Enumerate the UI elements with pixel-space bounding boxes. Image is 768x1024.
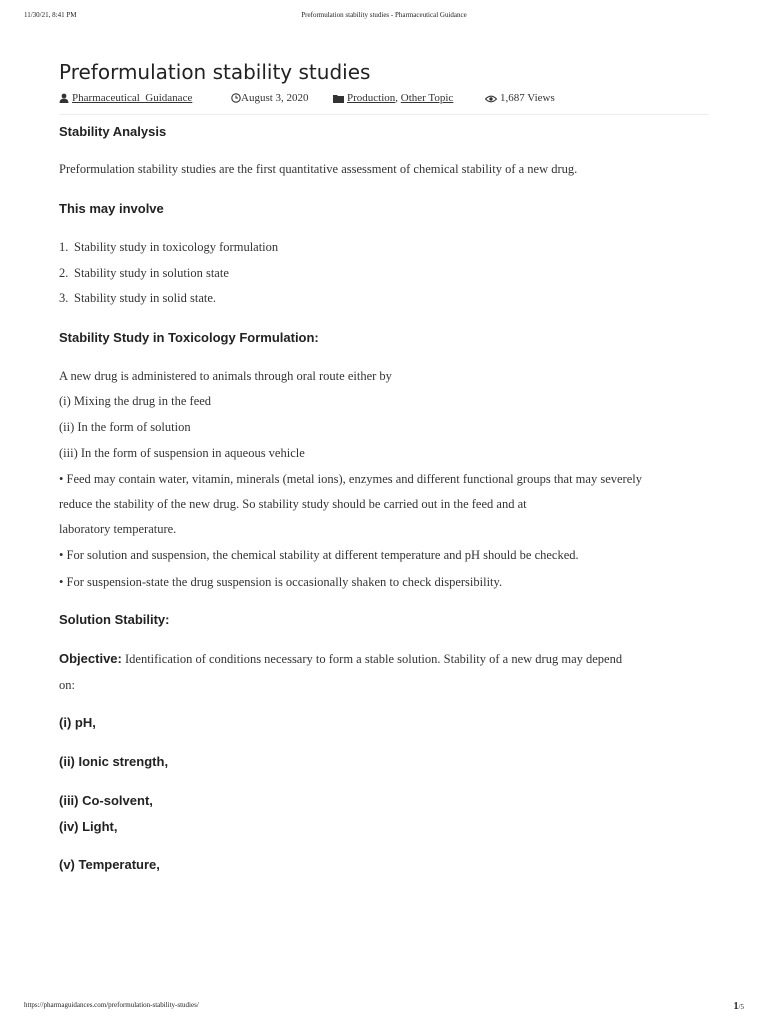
objective-text: Identification of conditions necessary to form a stable solution. Stability of a new drug may depend (124, 652, 623, 666)
meta-views (485, 92, 555, 104)
print-url: https://pharmaguidances.com/preformulation-stability-studies/ (24, 1001, 199, 1009)
heading-stability-analysis: Stability Analysis (59, 124, 167, 139)
meta-date (231, 92, 309, 104)
meta-author (59, 92, 192, 104)
paragraph-line: laboratory temperature. (59, 522, 177, 536)
heading-toxicology-formulation: Stability Study in Toxicology Formulation: (59, 330, 319, 345)
category-link-other-topic[interactable]: Other Topic (400, 92, 454, 104)
category-separator: , (395, 92, 399, 104)
paragraph-line: • For solution and suspension, the chemical stability at different temperature and pH should be checked. (59, 548, 579, 562)
factor-item: (iv) Light, (59, 819, 118, 834)
category-link-production[interactable]: Production (347, 92, 396, 104)
print-timestamp: 11/30/21, 8:41 PM (24, 11, 77, 19)
list-item: 2. Stability study in solution state (59, 266, 229, 280)
eye-icon (485, 95, 497, 103)
objective-continuation: on: (59, 678, 75, 692)
post-meta (59, 92, 709, 115)
intro-paragraph: Preformulation stability studies are the first quantitative assessment of chemical stability of a new drug. (59, 162, 578, 176)
list-item: 3. Stability study in solid state. (59, 291, 217, 305)
paragraph-line: (iii) In the form of suspension in aqueous vehicle (59, 446, 305, 460)
factor-item: (ii) Ionic strength, (59, 754, 169, 769)
paragraph-line: (ii) In the form of solution (59, 420, 191, 434)
factor-item: (i) pH, (59, 715, 96, 730)
view-count: 1,687 Views (500, 92, 555, 104)
objective-label: Objective: (59, 651, 122, 666)
paragraph-line: A new drug is administered to animals through oral route either by (59, 369, 392, 383)
factor-item: (iii) Co-solvent, (59, 793, 153, 808)
list-item: 1. Stability study in toxicology formulation (59, 240, 279, 254)
print-doc-title: Preformulation stability studies - Pharmaceutical Guidance (301, 11, 467, 19)
author-link[interactable]: Pharmaceutical_Guidanace (72, 92, 193, 104)
paragraph-line: (i) Mixing the drug in the feed (59, 394, 212, 408)
clock-icon (231, 93, 241, 103)
objective-paragraph (59, 651, 622, 667)
folder-icon (333, 94, 344, 103)
paragraph-line: • Feed may contain water, vitamin, minerals (metal ions), enzymes and different functional groups that may severely (59, 472, 642, 486)
user-icon (59, 93, 69, 103)
heading-solution-stability: Solution Stability: (59, 612, 170, 627)
factor-item: (v) Temperature, (59, 857, 160, 872)
page-title: Preformulation stability studies (59, 60, 371, 84)
paragraph-line: • For suspension-state the drug suspension is occasionally shaken to check dispersibility. (59, 575, 503, 589)
heading-this-may-involve: This may involve (59, 201, 164, 216)
paragraph-line: reduce the stability of the new drug. So stability study should be carried out in the feed and at (59, 497, 527, 511)
meta-categories (333, 92, 453, 104)
post-date: August 3, 2020 (241, 92, 309, 104)
page-number: 1/5 (733, 1001, 744, 1012)
